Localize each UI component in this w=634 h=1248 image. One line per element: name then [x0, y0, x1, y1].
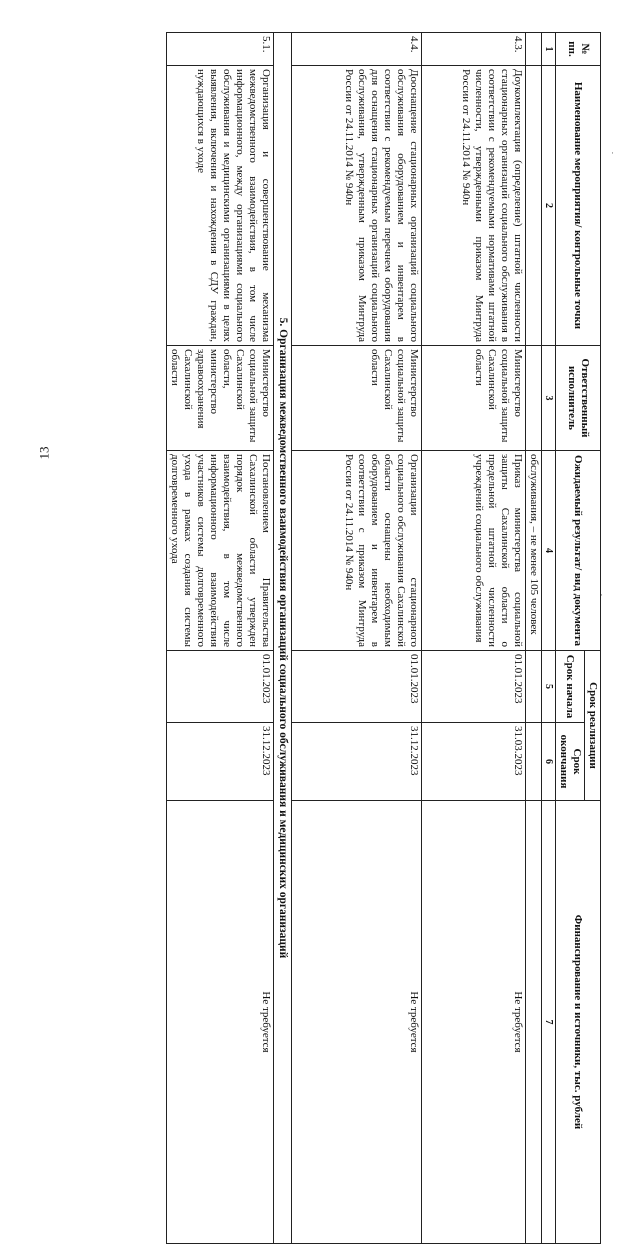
activity-name: Доукомплектация (определение) штатной численности стационарных организаций социального обслуживания в соответствии с рекомендуемыми нормативами штатной численности, утвержденными приказом Минтруда России от 24.11.2014 № 940н	[422, 66, 526, 346]
end-date: 31.12.2023	[167, 723, 274, 801]
expected-result: Организации стационарного социального обслуживания Сахалинской области оснащены необходимым оборудованием и инвентарем в соответствии с приказом Минтруда России от 24.11.2014 № 940н	[292, 451, 422, 651]
activities-table	[166, 32, 601, 1244]
expected-result: Постановлением Правительства Сахалинской области утвержден порядок межведомственного взаимодействия, в том числе информационного взаимодействия участников системы долговременного ухода в рамках создания системы долговременного ухода	[167, 451, 274, 651]
end-date: 31.03.2023	[422, 723, 526, 801]
executor: Министерство социальной защиты Сахалинской области	[292, 346, 422, 451]
executor: Министерство социальной защиты Сахалинской области	[422, 346, 526, 451]
start-date: 01.01.2023	[422, 651, 526, 723]
column-number: 5	[542, 651, 556, 723]
header-executor: Ответственный исполнитель	[556, 346, 601, 451]
scan-mark: ·	[611, 148, 614, 158]
column-number: 3	[542, 346, 556, 451]
column-number: 6	[542, 723, 556, 801]
column-number: 7	[542, 801, 556, 1244]
header-term-group: Срок реализации	[585, 651, 601, 801]
table-row	[167, 33, 274, 1244]
column-number: 4	[542, 451, 556, 651]
rotated-page	[0, 28, 604, 1248]
page-number: 13	[36, 446, 52, 460]
table-row	[422, 33, 526, 1244]
row-number: 4.3.	[422, 33, 526, 66]
header-term-start: Срок начала	[556, 651, 585, 723]
header-finance: Финансирование и источники, тыс. рублей	[556, 801, 601, 1244]
scan-mark: ·	[600, 590, 603, 600]
column-number: 2	[542, 66, 556, 346]
section-title: 5. Организация межведомственного взаимодействия организаций социального обслуживания и медицинских организаций	[274, 33, 292, 1244]
start-date: 01.01.2023	[292, 651, 422, 723]
header-num: № пп.	[556, 33, 601, 66]
expected-result: Приказ министерства социальной защиты Сахалинской области о предельной штатной численности учреждений социального обслуживания	[422, 451, 526, 651]
row-number: 5.1.	[167, 33, 274, 66]
activity-name: Организация и совершенствование механизма межведомственного взаимодействия, в том числе информационного, между организациями социального обслуживания и медицинскими организациями в целях выявления, включения и нахождения в СДУ граждан, нуждающихся в уходе	[167, 66, 274, 346]
column-number: 1	[542, 33, 556, 66]
header-name: Наименование мероприятия/ контрольные точки	[556, 66, 601, 346]
continuation-row	[526, 33, 542, 1244]
financing: Не требуется	[167, 801, 274, 1244]
financing: Не требуется	[422, 801, 526, 1244]
row-number: 4.4.	[292, 33, 422, 66]
header-row	[585, 33, 601, 1244]
column-number-row	[542, 33, 556, 1244]
section-row	[274, 33, 292, 1244]
end-date: 31.12.2023	[292, 723, 422, 801]
continuation-text: обслуживания, – не менее 105 человек	[526, 451, 542, 651]
activity-name: Дооснащение стационарных организаций социального обслуживания оборудованием и инвентарем в соответствии с рекомендуемым перечнем оборудования для оснащения стационарных организаций социального обслуживания, утвержденным приказом Минтруда России от 24.11.2014 № 940н	[292, 66, 422, 346]
executor: Министерство социальной защиты Сахалинской области, министерство здравоохранения Сахалинской области	[167, 346, 274, 451]
header-term-end: Срок окончания	[556, 723, 585, 801]
table-row	[292, 33, 422, 1244]
start-date: 01.01.2023	[167, 651, 274, 723]
header-result: Ожидаемый результат/ вид документа	[556, 451, 601, 651]
financing: Не требуется	[292, 801, 422, 1244]
